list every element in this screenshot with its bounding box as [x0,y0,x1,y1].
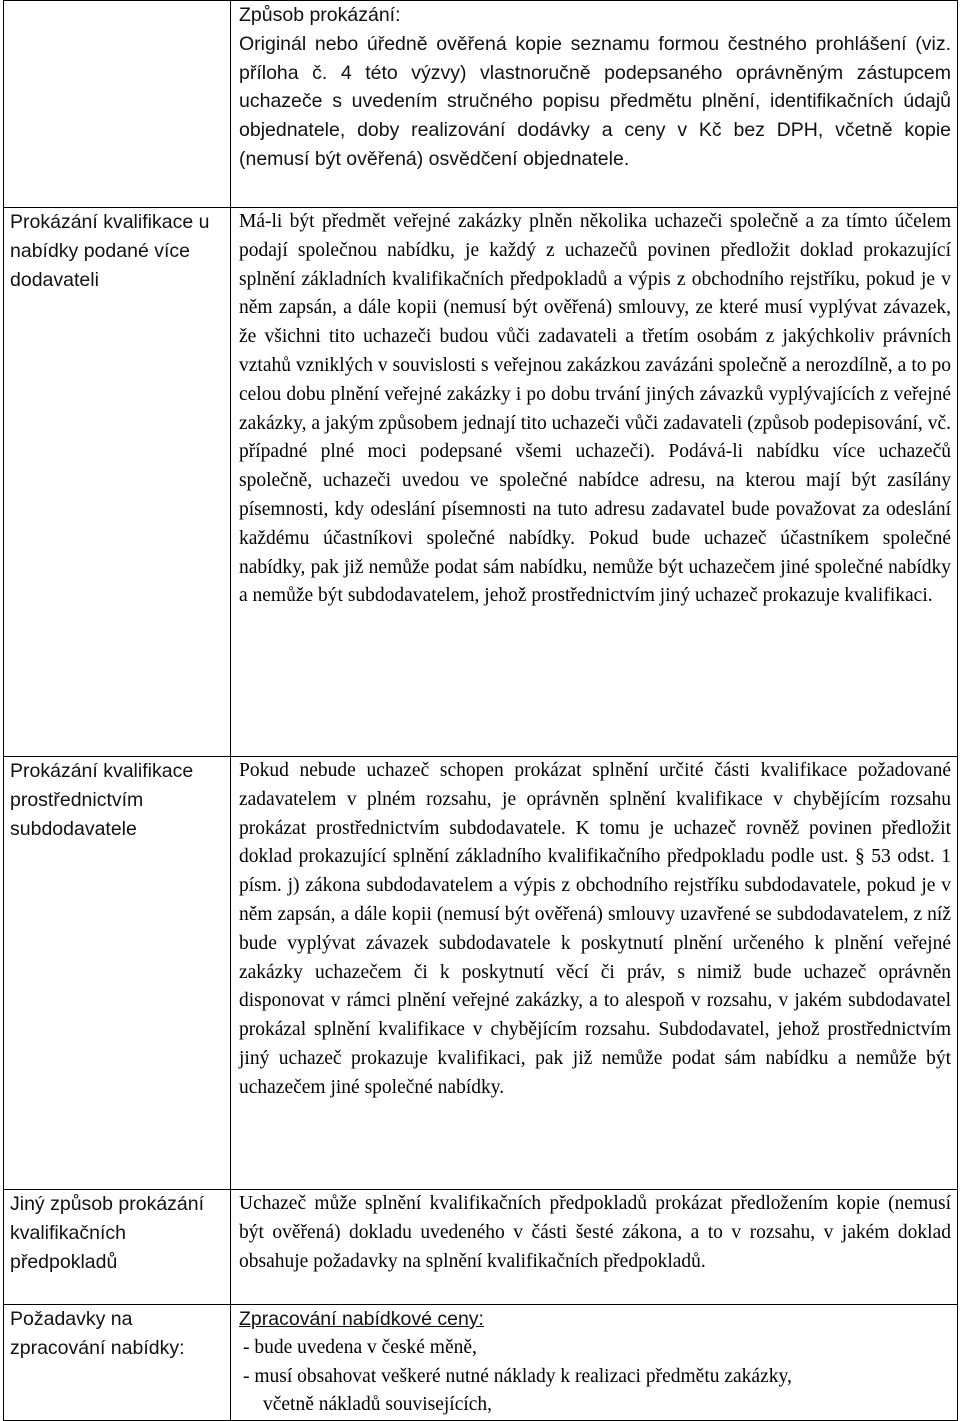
price-requirements-list [239,1334,951,1420]
row-content [231,1190,958,1305]
table-row [4,208,958,757]
other-method-text: Uchazeč může splnění kvalifikačních předpokladů prokázat předložením kopie (nemusí být ověřená) dokladu uvedeného v části šesté zákona, a to v rozsahu, v jakém doklad obsahuje požadavky na splnění kvalifikačních předpokladů. [239,1193,951,1272]
qualification-table [3,0,958,1421]
list-item: včetně nákladů souvisejících, [263,1394,493,1416]
row-label [4,1,231,208]
list-item: - musí obsahovat veškeré nutné náklady k realizaci předmětu zakázky, [243,1365,792,1387]
subcontractor-text: Pokud nebude uchazeč schopen prokázat splnění určité části kvalifikace požadované zadavatelem v plném rozsahu, je oprávněn splnění kvalifikace v chybějícím rozsahu prokázat prostřednictvím subdodavatele. K tomu je uchazeč rovněž povinen předložit doklad prokazující splnění základního kvalifikačního předpokladu podle ust. § 53 odst. 1 písm. j) zákona subdodavatelem a výpis z obchodního rejstříku subdodavatele, pokud je v něm zapsán, a dále kopii (nemusí být ověřená) smlouvy uzavřené se subdodavatelem, z níž bude vyplývat závazek subdodavatele k poskytnutí plnění určeného k plnění veřejné zakázky uchazečem či k poskytnutí věcí či práv, s nimiž bude uchazeč oprávněn disponovat v rámci plnění veřejné zakázky, a to alespoň v rozsahu, v jakém subdodavatel prokázal splnění kvalifikace v chybějícím rozsahu. Subdodavatel, jehož prostřednictvím jiný uchazeč prokazuje kvalifikaci, pak již nemůže podat sám nabídku a nemůže být uchazečem jiné společné nabídky. [239,760,951,1098]
row-label: Požadavky na zpracování nabídky: [4,1305,231,1421]
table-row [4,1,958,208]
method-heading: Způsob prokázání: [239,4,401,26]
row-label: Prokázání kvalifikace prostřednictvím subdodavatele [4,757,231,1190]
row-content [231,1305,958,1421]
row-content [231,208,958,757]
table-row [4,1305,958,1421]
row-label: Jiný způsob prokázání kvalifikačních předpokladů [4,1190,231,1305]
row-content [231,1,958,208]
method-text: Originál nebo úředně ověřená kopie seznamu formou čestného prohlášení (viz. příloha č. 4 této výzvy) vlastnoručně podepsaného oprávněným zástupcem uchazeče s uvedením stručného popisu předmětu plnění, identifikačních údajů objednatele, doby realizování dodávky a ceny v Kč bez DPH, včetně kopie (nemusí být ověřená) osvědčení objednatele. [239,32,951,170]
price-heading: Zpracování nabídkové ceny: [239,1308,484,1330]
list-item: - bude uvedena v české měně, [243,1336,477,1358]
row-content [231,757,958,1190]
row-label: Prokázání kvalifikace u nabídky podané více dodavateli [4,208,231,757]
table-row [4,757,958,1190]
joint-offer-text: Má-li být předmět veřejné zakázky plněn několika uchazeči společně a za tímto účelem podají společnou nabídku, je každý z uchazečů povinen předložit doklad prokazující splnění základních kvalifikačních předpokladů a výpis z obchodního rejstříku, pokud je v něm zapsán, a dále kopii (nemusí být ověřená) smlouvy, ze které musí vyplývat závazek, že všichni tito uchazeči budou vůči zadavateli a třetím osobám z jakýchkoliv právních vztahů vzniklých v souvislosti s veřejnou zakázkou zavázáni společně a nerozdílně, a to po celou dobu plnění veřejné zakázky i po dobu trvání jiných závazků vyplývajících z veřejné zakázky, a jakým způsobem jednají tito uchazeči vůči zadavateli (způsob podepisování, vč. případné plné moci podepsané všemi uchazeči). Podává-li nabídku více uchazečů společně, uchazeči uvedou ve společné nabídce adresu, na kterou mají být zasílány písemnosti, kdy odeslání písemnosti na tuto adresu zadavatel bude považovat za odeslání každému účastníkovi společné nabídky. Pokud bude uchazeč účastníkem společné nabídky, pak již nemůže podat sám nabídku, nemůže být uchazečem jiné společné nabídky a nemůže být subdodavatelem, jehož prostřednictvím jiný uchazeč prokazuje kvalifikaci. [239,211,951,607]
table-row [4,1190,958,1305]
